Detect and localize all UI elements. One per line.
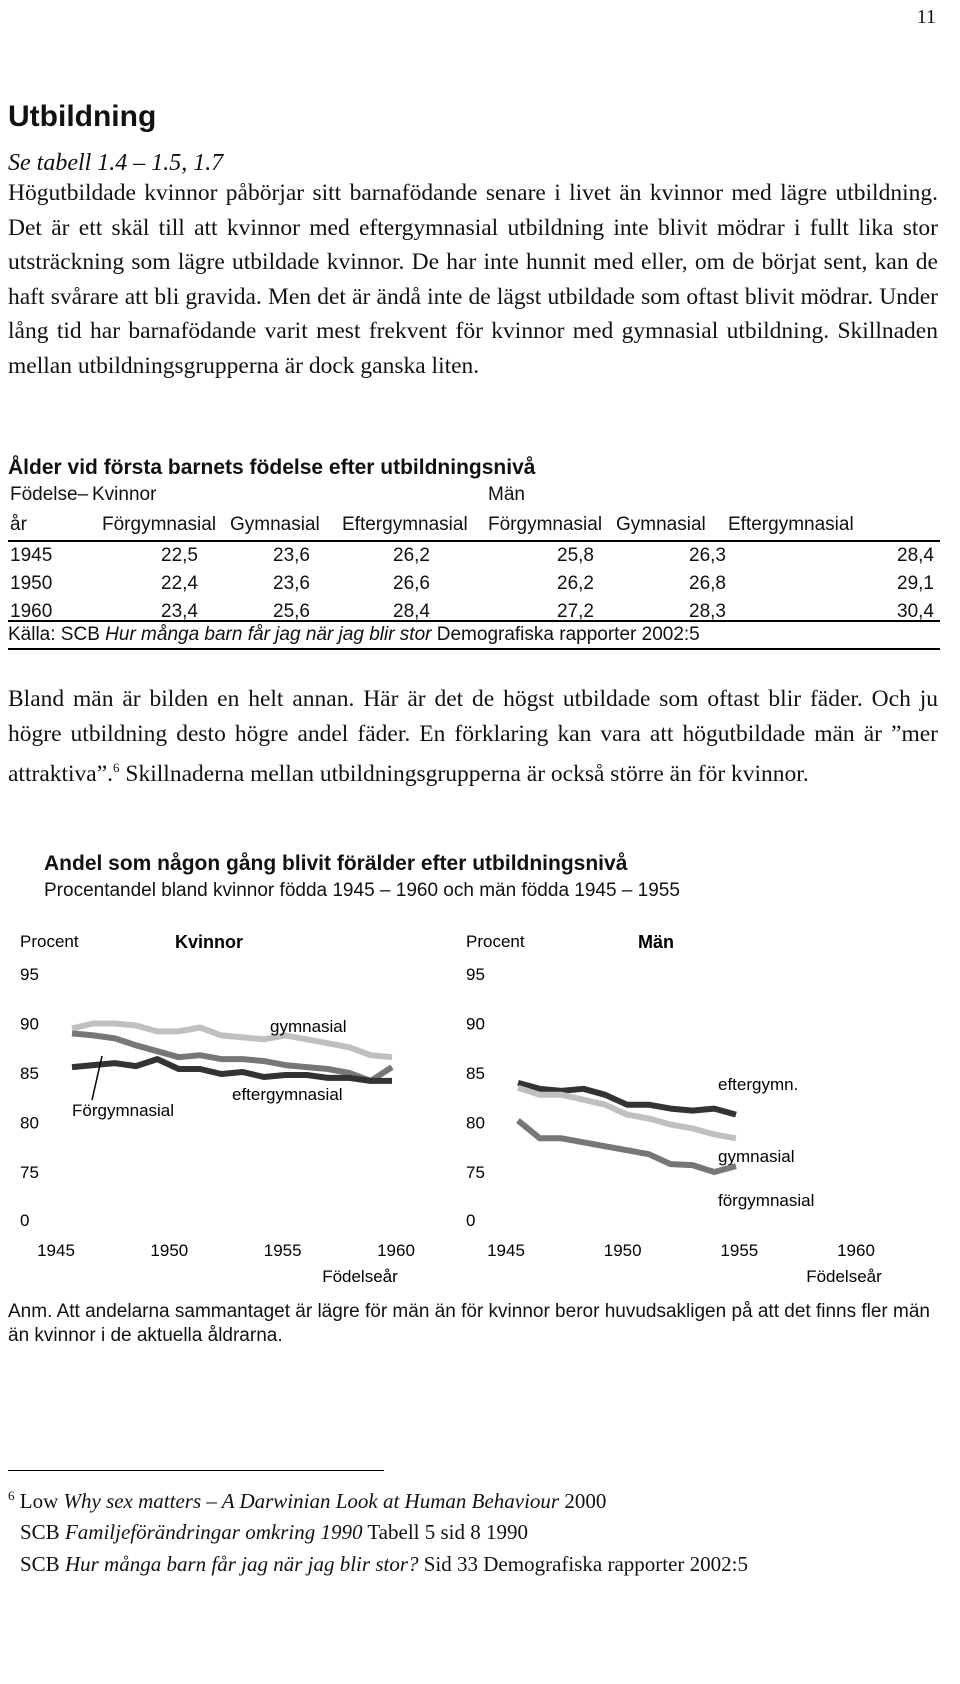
footnote-divider (8, 1470, 384, 1471)
table-source-divider (8, 620, 940, 622)
chart-women (20, 920, 440, 1290)
x-tick-label: 1950 (603, 1241, 642, 1260)
age-first-child-table (8, 480, 940, 626)
series-label: eftergymn. (718, 1075, 799, 1094)
y-tick-label: 95 (466, 965, 485, 984)
value-cell: 22,4 (161, 573, 198, 594)
series-label: Förgymnasial (72, 1101, 175, 1120)
header-cell: år (8, 510, 100, 541)
header-cell: Eftergymnasial (340, 510, 486, 541)
x-tick-label: 1950 (150, 1241, 189, 1260)
series-line-förgymnasial (518, 1121, 736, 1173)
x-axis-label: Födelseår (806, 1267, 882, 1286)
x-tick-label: 1955 (263, 1241, 302, 1260)
value-cell: 26,8 (689, 573, 726, 594)
y-tick-label: 75 (20, 1163, 39, 1182)
y-tick-label: 95 (20, 965, 39, 984)
value-cell: 30,4 (897, 601, 934, 622)
year-cell: 1960 (10, 601, 53, 622)
footnote-ref-2: SCB Familjeförändringar omkring 1990 Tabell 5 sid 8 1990 (20, 1520, 529, 1544)
y-axis-label: Procent (20, 932, 79, 951)
header-cell (614, 480, 726, 510)
header-cell: Gymnasial (228, 510, 340, 541)
chart-panel-title: Män (638, 932, 674, 952)
header-cell: Män (488, 484, 525, 505)
section-heading: Utbildning (8, 100, 157, 133)
x-tick-label: 1945 (487, 1241, 525, 1260)
value-cell: 25,6 (273, 601, 310, 622)
header-cell: Förgymnasial (486, 510, 614, 541)
y-tick-label: 85 (20, 1064, 39, 1083)
header-cell (228, 480, 340, 510)
series-line-eftergymn (518, 1083, 736, 1115)
series-line-gymnasial (518, 1088, 736, 1139)
value-cell: 23,4 (161, 601, 198, 622)
page-number: 11 (916, 6, 936, 28)
value-cell: 29,1 (897, 573, 934, 594)
series-label: gymnasial (718, 1147, 795, 1166)
y-tick-label: 80 (466, 1113, 485, 1133)
table-source: Källa: SCB Hur många barn får jag när jag blir stor Demografiska rapporter 2002:5 (8, 624, 700, 645)
y-tick-label: 80 (20, 1113, 39, 1133)
value-cell: 28,4 (393, 601, 430, 622)
y-tick-label: 85 (466, 1064, 485, 1083)
paragraph-women: Högutbildade kvinnor påbörjar sitt barnafödande senare i livet än kvinnor med lägre utbildning. Det är ett skäl till att kvinnor med eftergymnasial utbildning inte blivit mödrar i fullt lika stor utsträckning som lägre utbildade kvinnor. De har inte hunnit med eller, om de börjat sent, kan de haft svårare att bli gravida. Men det är ändå inte de lägst utbildade som oftast blivit mödrar. Under lång tid har barnafödande varit mest frekvent för kvinnor med gymnasial utbildning. Skillnaden mellan utbildningsgrupperna är dock ganska liten. (8, 180, 938, 379)
value-cell: 22,5 (161, 545, 198, 566)
table-bottom-rule (8, 648, 940, 650)
x-tick-label: 1945 (37, 1241, 75, 1260)
figure-subtitle: Procentandel bland kvinnor födda 1945 – 1960 och män födda 1945 – 1955 (44, 880, 680, 901)
chart-note: Anm. Att andelarna sammantaget är lägre för män än för kvinnor beror huvudsakligen på att det finns fler män än kvinnor i de aktuella åldrarna. (8, 1301, 931, 1346)
year-cell: 1950 (10, 573, 53, 594)
table-reference: Se tabell 1.4 – 1.5, 1.7 (8, 150, 224, 176)
value-cell: 23,6 (273, 573, 310, 594)
chart-panel-title: Kvinnor (175, 932, 244, 952)
header-cell (726, 480, 940, 510)
y-tick-label: 0 (466, 1211, 476, 1230)
y-tick-label: 0 (20, 1211, 30, 1230)
y-tick-label: 90 (20, 1014, 39, 1034)
value-cell: 28,3 (689, 601, 726, 622)
table-header-row-1 (8, 480, 940, 510)
value-cell: 26,2 (557, 573, 594, 594)
y-tick-label: 75 (466, 1163, 485, 1182)
value-cell: 26,3 (689, 545, 726, 566)
paragraph-men: Bland män är bilden en helt annan. Här är det de högst utbildade som oftast blir fäder. Och ju högre utbildning desto högre andel fäder. En förklaring kan vara att högutbildade män är ”mer attraktiva”.$^6$ Skillnaderna mellan utbildningsgrupperna är också större än för kvinnor. (8, 686, 938, 787)
header-cell: Förgymnasial (100, 510, 228, 541)
value-cell: 23,6 (273, 545, 310, 566)
table-title: Ålder vid första barnets födelse efter utbildningsnivå (8, 456, 536, 479)
header-cell: Födelse– (10, 484, 89, 505)
header-cell: Gymnasial (614, 510, 726, 541)
value-cell: 26,6 (393, 573, 430, 594)
x-tick-label: 1960 (837, 1241, 875, 1260)
footnote-ref-3: SCB Hur många barn får jag när jag blir stor? Sid 33 Demografiska rapporter 2002:5 (20, 1552, 749, 1576)
series-label: förgymnasial (718, 1191, 815, 1210)
year-cell: 1945 (10, 545, 53, 566)
x-tick-label: 1955 (720, 1241, 759, 1260)
x-tick-label: 1960 (377, 1241, 415, 1260)
y-axis-label: Procent (466, 932, 525, 951)
value-cell: 25,8 (557, 545, 594, 566)
footnote-6: $^6$ Low Why sex matters – A Darwinian Look at Human Behaviour 2000 (8, 1488, 607, 1513)
table-row (8, 570, 940, 598)
table-header-row-2 (8, 510, 940, 541)
value-cell: 27,2 (557, 601, 594, 622)
figure-title: Andel som någon gång blivit förälder efter utbildningsnivå (44, 852, 628, 875)
x-axis-label: Födelseår (322, 1267, 398, 1286)
header-cell (340, 480, 486, 510)
series-label: eftergymnasial (232, 1085, 343, 1104)
value-cell: 26,2 (393, 545, 430, 566)
value-cell: 28,4 (897, 545, 934, 566)
chart-men (466, 920, 886, 1290)
table-row (8, 541, 940, 570)
series-label: gymnasial (270, 1017, 347, 1036)
header-cell: Eftergymnasial (726, 510, 940, 541)
header-cell: Kvinnor (92, 484, 157, 505)
y-tick-label: 90 (466, 1014, 485, 1034)
